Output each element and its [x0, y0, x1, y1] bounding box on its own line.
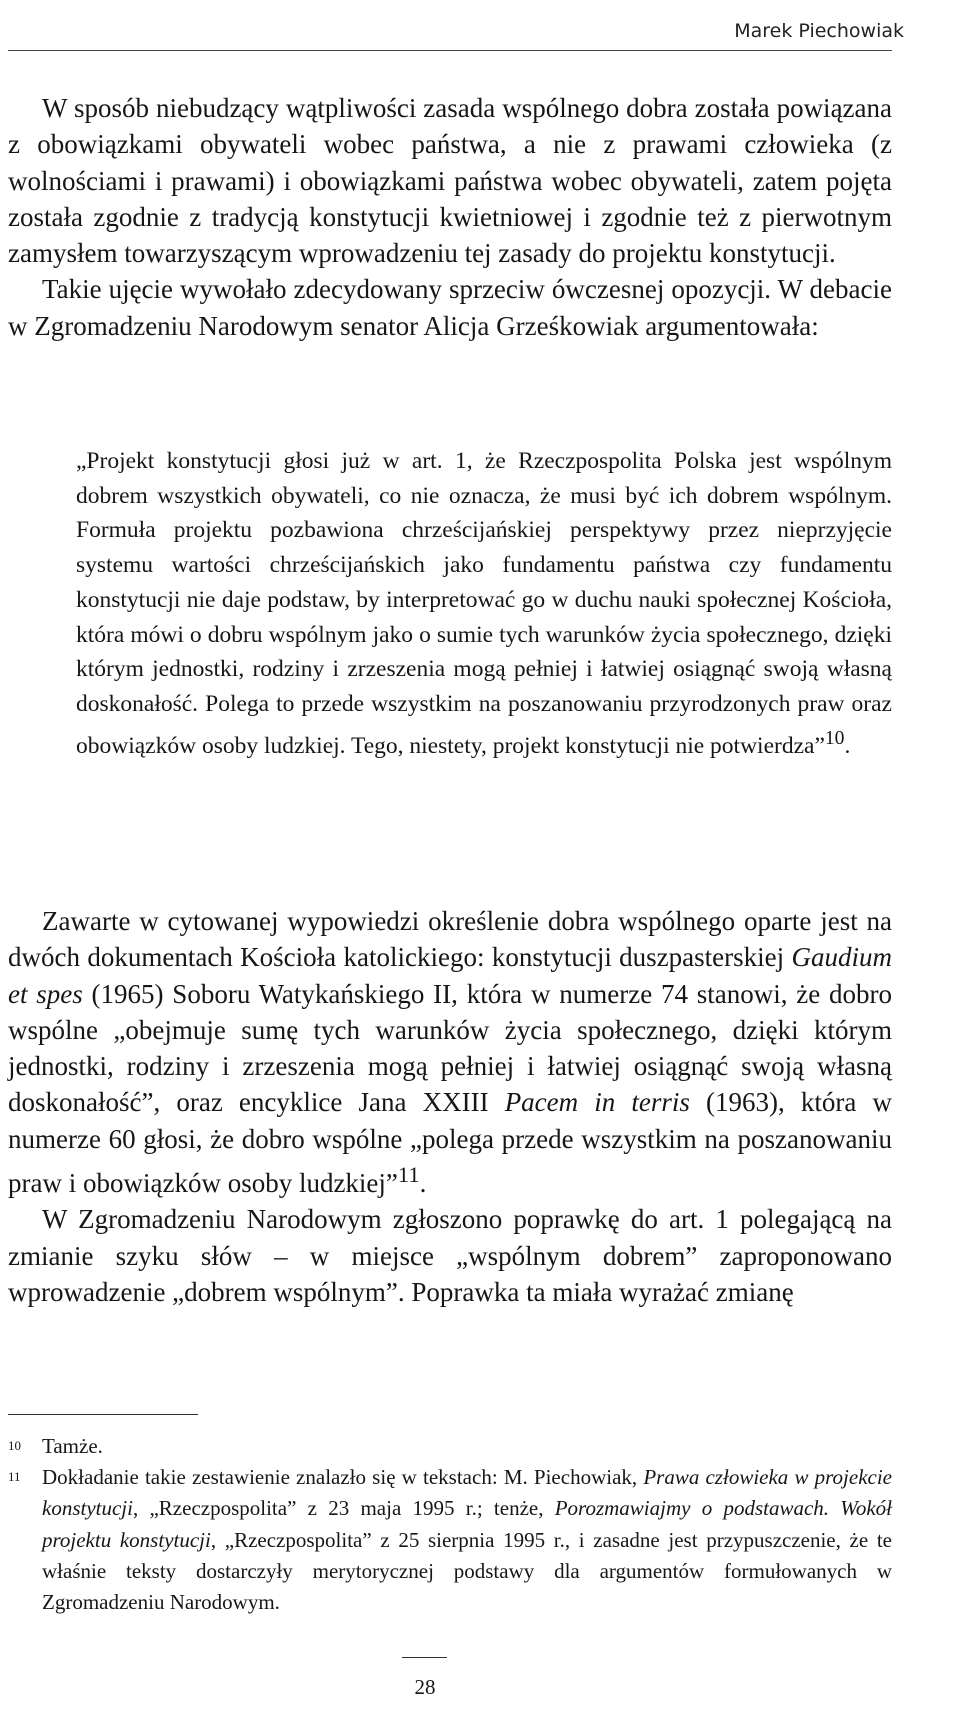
footnote-text-run: , „Rzeczpospolita” z 25 sierpnia 1995 r., i zasadne jest przypuszczenie, że te właśnie teksty dostarczyły merytorycznej podstawy dla argumentów formułowanych w Zgromadzeniu Narodowym. [42, 1527, 892, 1615]
footnote-ref: 11 [397, 1162, 420, 1188]
footnote-10 [8, 1431, 892, 1462]
quote-period: . [844, 732, 851, 759]
running-header-author: Marek Piechowiak [734, 20, 904, 42]
footnote-text-run: , „Rzeczpospolita” z 23 maja 1995 r.; tenże, [132, 1496, 555, 1521]
body-text-italic: Pacem in terris [504, 1087, 690, 1118]
intro-paragraph: Takie ujęcie wywołało zdecydowany sprzeciw ówczesnej opozycji. W debacie w Zgromadzeniu Narodowym senator Alicja Grześkowiak argumentowała: [8, 274, 892, 341]
intro-text [8, 90, 892, 344]
body-text-italic: Gaudium et spes [8, 942, 892, 1009]
body-paragraph [8, 903, 892, 1201]
footnote-number: 11 [8, 1469, 21, 1485]
footnote-ref: 10 [824, 727, 845, 749]
body-paragraph: W Zgromadzeniu Narodowym zgłoszono poprawkę do art. 1 polegającą na zmianie szyku słów – w miejsce „wspólnym dobrem” zaproponowano wprowadzenie „dobrem wspólnym”. Poprawka ta miała wyrażać zmianę [8, 1204, 892, 1307]
page-number: 28 [414, 1675, 436, 1699]
footnote-rule [8, 1414, 198, 1415]
footnote-text-italic: Prawa człowieka w projekcie konstytucji [42, 1465, 892, 1521]
footnote-text: Tamże. [42, 1434, 103, 1458]
page-number-rule [402, 1657, 447, 1658]
footnote-11 [8, 1462, 892, 1618]
block-quote [76, 444, 892, 763]
footnote-text-italic: Porozmawiajmy o podstawach. Wokół projektu konstytucji [42, 1496, 892, 1552]
footnote-text-run: Dokładanie takie zestawienie znalazło się w tekstach: M. Piechowiak, [42, 1465, 644, 1490]
intro-paragraph: W sposób niebudzący wątpliwości zasada wspólnego dobra została powiązana z obowiązkami obywateli wobec państwa, a nie z prawami człowieka (z wolnościami i prawami) i obowiązkami państwa wobec obywateli, zatem pojęta została zgodnie z tradycją konstytucji kwietniowej i zgodnie też z pierwotnym zamysłem towarzyszącym wprowadzeniu tej zasady do projektu konstytucji. [8, 93, 892, 269]
header-rule [8, 50, 892, 51]
quote-text: „Projekt konstytucji głosi już w art. 1, że Rzeczpospolita Polska jest wspólnym dobrem wszystkich obywateli, co nie oznacza, że musi być ich dobrem wspólnym. Formuła projektu pozbawiona chrześcijańskiej perspektywy przez nieprzyjęcie systemu wartości chrześcijańskich jako fundamentu państwa czy fundamentu konstytucji nie daje podstaw, by interpretować go w duchu nauki społecznej Kościoła, która mówi o dobru wspólnym jako o sumie tych warunków życia społecznego, dzięki którym jednostki, rodziny i zrzeszenia mogą pełniej i łatwiej osiągnąć swoją własną doskonałość. Polega to przede wszystkim na poszanowaniu przyrodzonych praw oraz obowiązków osoby ludzkiej. Tego, niestety, projekt konstytucji nie potwierdza” [76, 448, 892, 759]
body-text-run: Zawarte w cytowanej wypowiedzi określenie dobra wspólnego oparte jest na dwóch dokumentach Kościoła katolickiego: konstytucji duszpasterskiej [8, 906, 892, 973]
body-text-run: (1965) Soboru Watykańskiego II, która w numerze 74 stanowi, że dobro wspólne „obejmuje sumę tych warunków życia społecznego, dzięki którym jednostki, rodziny i zrzeszenia mogą pełniej i łatwiej osiągnąć swoją własną doskonałość”, oraz encyklice Jana XXIII [8, 978, 892, 1118]
body-text-run: . [419, 1168, 427, 1199]
footnote-text [42, 1462, 892, 1618]
body-text [8, 903, 892, 1310]
footnote-number: 10 [8, 1438, 21, 1453]
footnotes [8, 1431, 892, 1618]
quote-paragraph [76, 444, 892, 763]
body-text-run: (1963), która w numerze 60 głosi, że dobro wspólne „polega przede wszystkim na poszanowaniu praw i obowiązków osoby ludzkiej” [8, 1087, 892, 1199]
